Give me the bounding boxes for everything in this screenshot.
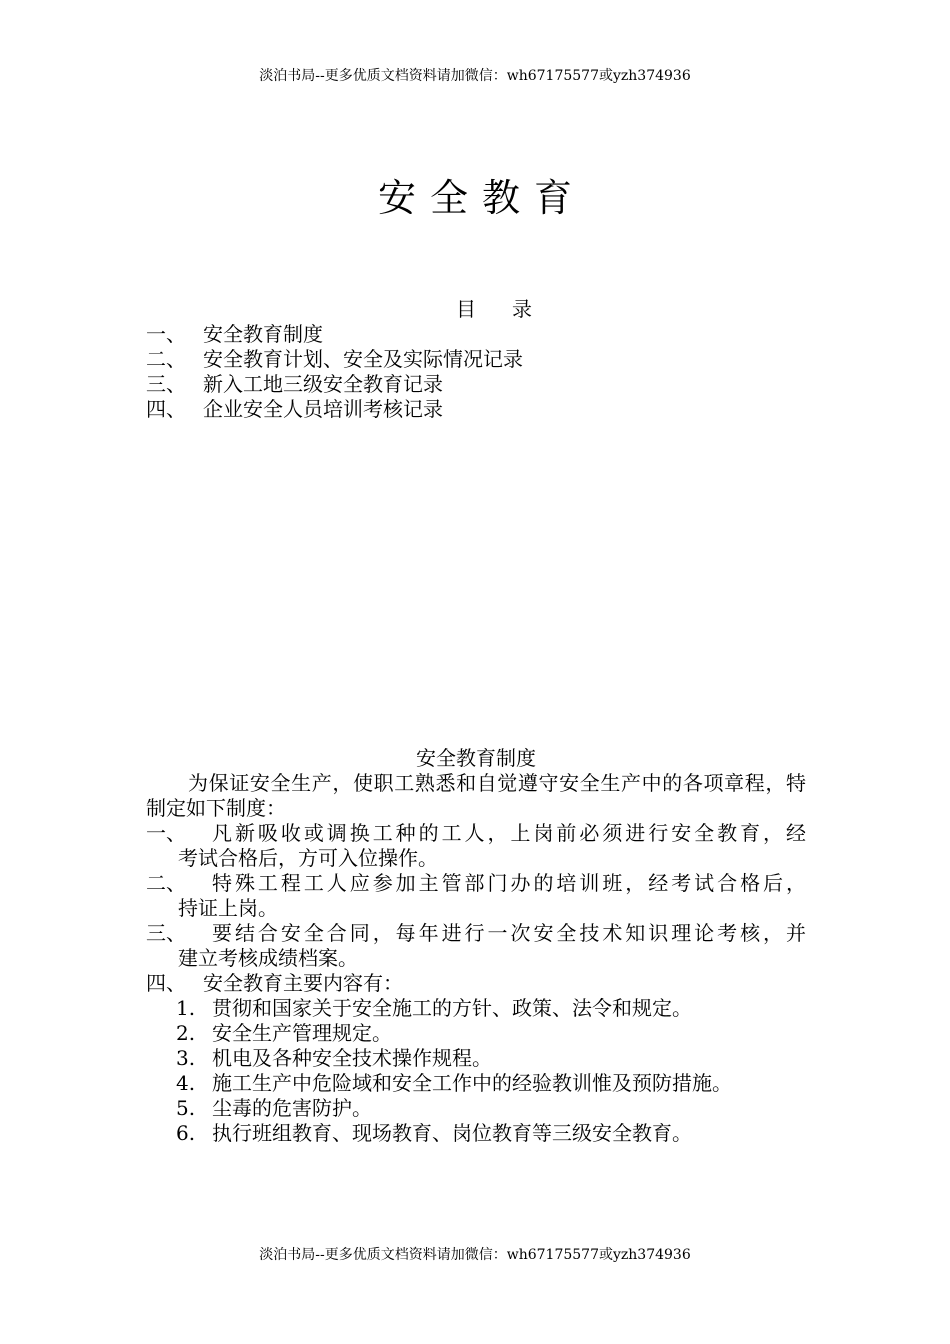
rule-continuation: 持证上岗。 [178, 896, 278, 920]
page-footer: 淡泊书局--更多优质文档资料请加微信：wh67175577或yzh374936 [259, 1247, 691, 1263]
content-list-number: 2. [176, 1021, 196, 1045]
content-list-item [146, 1071, 806, 1096]
toc-item [146, 322, 806, 347]
table-of-contents [146, 297, 806, 422]
rule-number: 一、 [146, 821, 186, 845]
content-list-number: 5. [176, 1096, 196, 1120]
toc-item-number: 一、 [146, 322, 186, 346]
toc-item-number: 二、 [146, 347, 186, 371]
section-title: 安全教育制度 [416, 746, 536, 770]
content-list-label: 尘毒的危害防护。 [212, 1096, 372, 1120]
rule-item [146, 971, 806, 996]
toc-item-label: 企业安全人员培训考核记录 [203, 397, 443, 421]
toc-item-label: 安全教育计划、安全及实际情况记录 [203, 347, 523, 371]
toc-item [146, 347, 806, 372]
toc-item-number: 四、 [146, 397, 186, 421]
rule-item [146, 871, 806, 921]
content-list-item [146, 1021, 806, 1046]
toc-item [146, 397, 806, 422]
rule-item [146, 921, 806, 971]
content-list-number: 3. [176, 1046, 196, 1070]
content-list-label: 贯彻和国家关于安全施工的方针、政策、法令和规定。 [212, 996, 692, 1020]
rule-continuation: 建立考核成绩档案。 [178, 946, 358, 970]
toc-item-label: 安全教育制度 [203, 322, 323, 346]
rule-number: 二、 [146, 871, 186, 895]
toc-item-number: 三、 [146, 372, 186, 396]
page-header: 淡泊书局--更多优质文档资料请加微信：wh67175577或yzh374936 [259, 68, 691, 84]
rule-text: 要结合安全合同，每年进行一次安全技术知识理论考核，并 [212, 921, 806, 945]
safety-education-policy-section [146, 746, 806, 1146]
content-list-label: 执行班组教育、现场教育、岗位教育等三级安全教育。 [212, 1121, 692, 1145]
rule-number: 四、 [146, 971, 186, 995]
toc-heading: 目录 [456, 297, 568, 321]
rule-number: 三、 [146, 921, 186, 945]
toc-item [146, 372, 806, 397]
rule-item [146, 821, 806, 871]
intro-paragraph: 为保证安全生产，使职工熟悉和自觉遵守安全生产中的各项章程，特制定如下制度： [146, 771, 806, 820]
content-list-number: 6. [176, 1121, 196, 1145]
content-list-label: 安全生产管理规定。 [212, 1021, 392, 1045]
content-list-label: 机电及各种安全技术操作规程。 [212, 1046, 492, 1070]
content-list-number: 4. [176, 1071, 196, 1095]
rule-continuation: 考试合格后，方可入位操作。 [178, 846, 438, 870]
content-list-item [146, 1096, 806, 1121]
rule-text: 凡新吸收或调换工种的工人，上岗前必须进行安全教育，经 [212, 821, 806, 845]
content-list-item [146, 996, 806, 1021]
content-list-item [146, 1121, 806, 1146]
document-title: 安全教育 [377, 176, 586, 220]
rule-text: 特殊工程工人应参加主管部门办的培训班，经考试合格后， [212, 871, 806, 895]
rule-text: 安全教育主要内容有： [203, 971, 403, 995]
content-list-label: 施工生产中危险域和安全工作中的经验教训惟及预防措施。 [212, 1071, 732, 1095]
content-list-number: 1. [176, 996, 196, 1020]
toc-item-label: 新入工地三级安全教育记录 [203, 372, 443, 396]
content-list-item [146, 1046, 806, 1071]
